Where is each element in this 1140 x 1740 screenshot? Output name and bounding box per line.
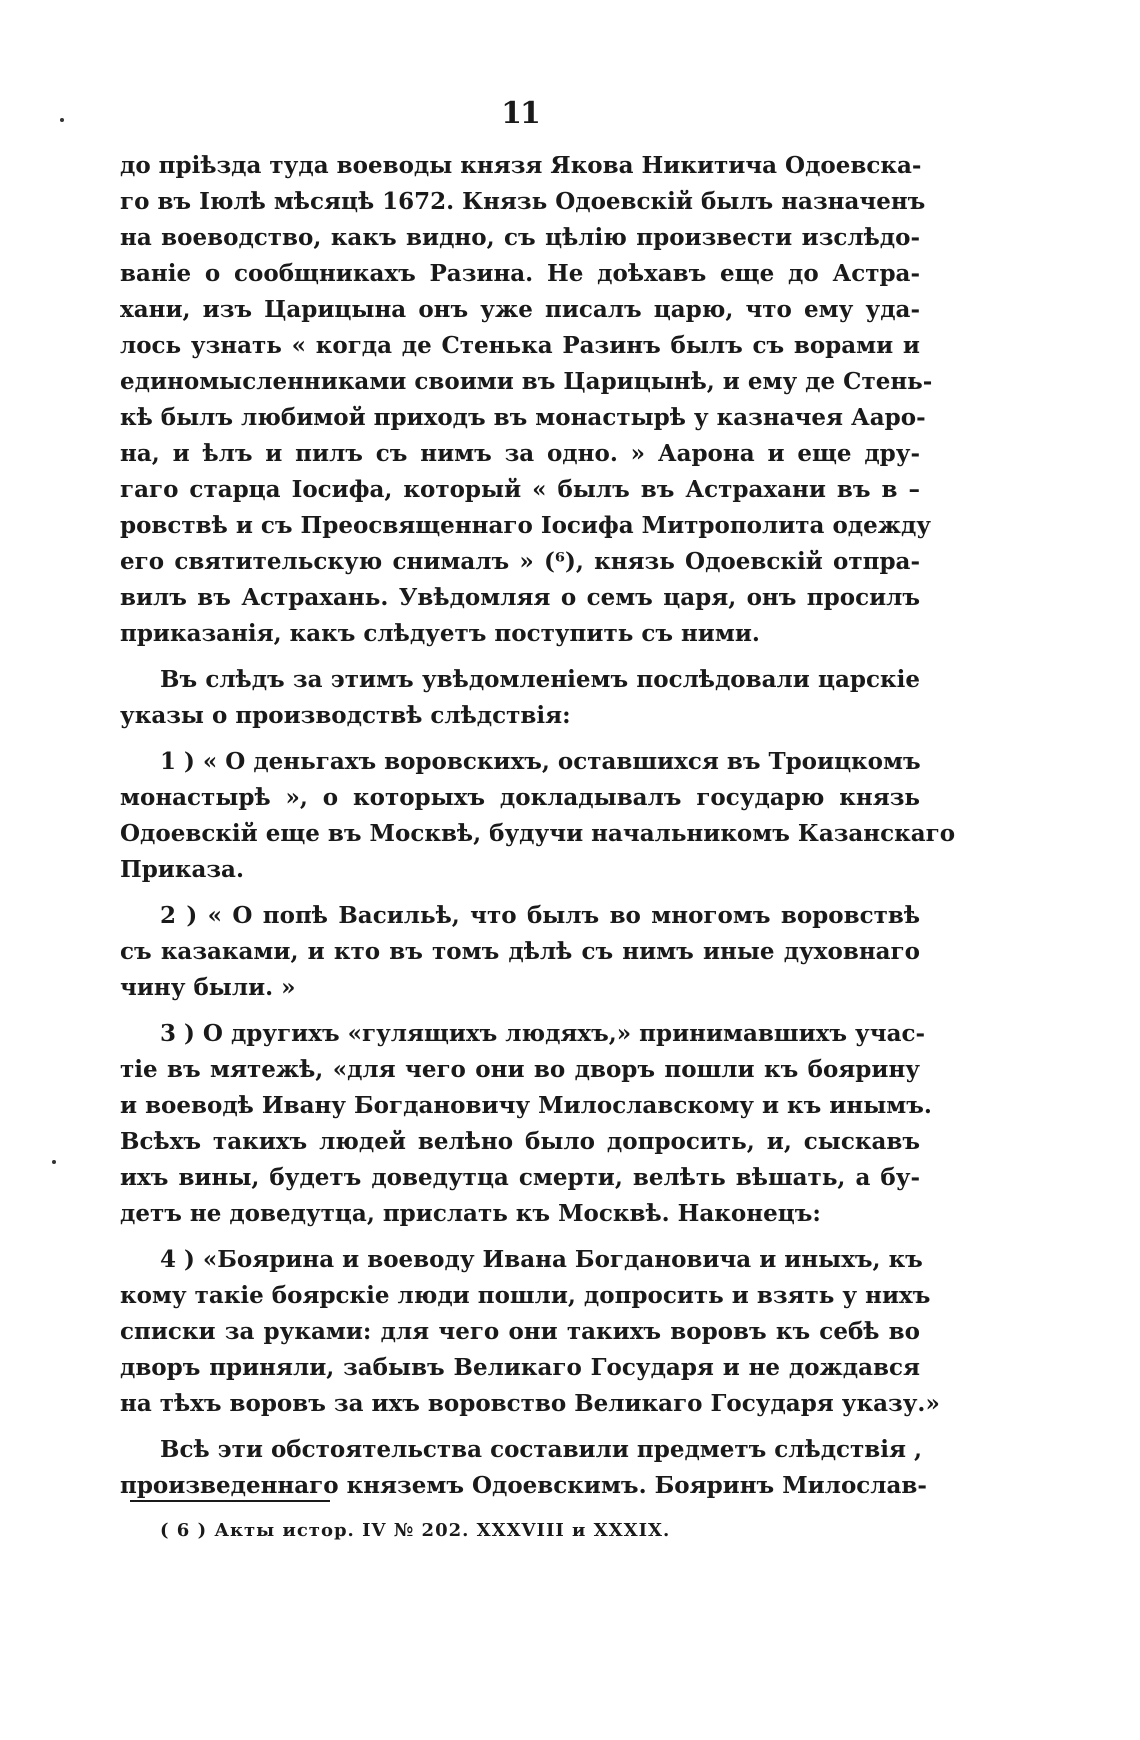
text-line: ровствѣ и съ Преосвященнаго Iосифа Митрополита одежду — [120, 512, 932, 539]
text-line: до прiѣзда туда воеводы князя Якова Никитича Одоевска- — [120, 152, 922, 179]
text-line: 1 ) « О деньгахъ воровскихъ, оставшихся въ Троицкомъ — [160, 748, 921, 775]
text-line: вилъ въ Астрахань. Увѣдомляя о семъ царя, онъ просилъ — [120, 584, 920, 611]
text-line: единомысленниками своими въ Царицынѣ, и ему де Стень- — [120, 368, 933, 395]
text-line: 3 ) О другихъ «гулящихъ людяхъ,» принимавшихъ учас- — [160, 1020, 926, 1047]
text-line: произведеннаго княземъ Одоевскимъ. Бояринъ Милослав- — [120, 1472, 927, 1499]
text-line: Всѣ эти обстоятельства составили предметъ слѣдствiя , — [160, 1436, 922, 1463]
page-number: 11 — [501, 96, 539, 131]
text-line: ванiе о сообщникахъ Разина. Не доѣхавъ еще до Астра- — [120, 260, 920, 287]
text-line: 4 ) «Боярина и воеводу Ивана Богдановича и иныхъ, къ — [160, 1246, 923, 1273]
text-line: тiе въ мятежѣ, «для чего они во дворъ пошли къ боярину — [120, 1056, 920, 1083]
text-line: хани, изъ Царицына онъ уже писалъ царю, что ему уда- — [120, 296, 920, 323]
text-line: Приказа. — [120, 856, 244, 883]
text-line: чину были. » — [120, 974, 296, 1001]
text-line: Одоевскiй еще въ Москвѣ, будучи начальникомъ Казанскаго — [120, 820, 956, 847]
text-line: го въ Iюлѣ мѣсяцѣ 1672. Князь Одоевскiй былъ назначенъ — [120, 188, 926, 215]
text-line: лось узнать « когда де Стенька Разинъ былъ съ ворами и — [120, 332, 920, 359]
text-line: монастырѣ », о которыхъ докладывалъ государю князь — [120, 784, 920, 811]
text-line: на тѣхъ воровъ за ихъ воровство Великаго Государя указу.» — [120, 1390, 940, 1417]
text-line: ихъ вины, будетъ доведутца смерти, велѣть вѣшать, а бу- — [120, 1164, 920, 1191]
text-line: и воеводѣ Ивану Богдановичу Милославскому и къ инымъ. — [120, 1092, 932, 1119]
body-text — [120, 148, 956, 1504]
text-line: детъ не доведутца, прислать къ Москвѣ. Наконецъ: — [120, 1200, 821, 1227]
text-line: кому такiе боярскiе люди пошли, допросить и взять у нихъ — [120, 1282, 931, 1309]
text-line: его святительскую снималъ » (⁶), князь Одоевскiй отпра- — [120, 548, 920, 575]
text-line: на, и ѣлъ и пилъ съ нимъ за одно. » Аарона и еще дру- — [120, 440, 920, 467]
text-line: списки за руками: для чего они такихъ воровъ къ себѣ во — [120, 1318, 920, 1345]
text-line: гаго старца Iосифа, который « былъ въ Астрахани въ в – — [120, 476, 920, 503]
text-line: указы о производствѣ слѣдствiя: — [120, 702, 571, 729]
text-line: Всѣхъ такихъ людей велѣно было допросить, и, сыскавъ — [120, 1128, 920, 1155]
footnote: ( 6 ) Акты истор. IV № 202. XXXVIII и XXXIX. — [160, 1520, 671, 1541]
text-line: кѣ былъ любимой приходъ въ монастырѣ у казначея Ааро- — [120, 404, 926, 431]
text-line: приказанiя, какъ слѣдуетъ поступить съ ними. — [120, 620, 760, 647]
text-line: съ казаками, и кто въ томъ дѣлѣ съ нимъ иные духовнаго — [120, 938, 920, 965]
text-line: 2 ) « О попѣ Васильѣ, что былъ во многомъ воровствѣ — [160, 902, 920, 929]
text-line: Въ слѣдъ за этимъ увѣдомленiемъ послѣдовали царскiе — [160, 666, 920, 693]
text-line: дворъ приняли, забывъ Великаго Государя и не дождався — [120, 1354, 920, 1381]
print-speck — [52, 1160, 56, 1164]
text-line: на воеводство, какъ видно, съ цѣлiю произвести изслѣдо- — [120, 224, 920, 251]
footnote-divider — [130, 1500, 330, 1502]
print-speck — [60, 118, 64, 122]
